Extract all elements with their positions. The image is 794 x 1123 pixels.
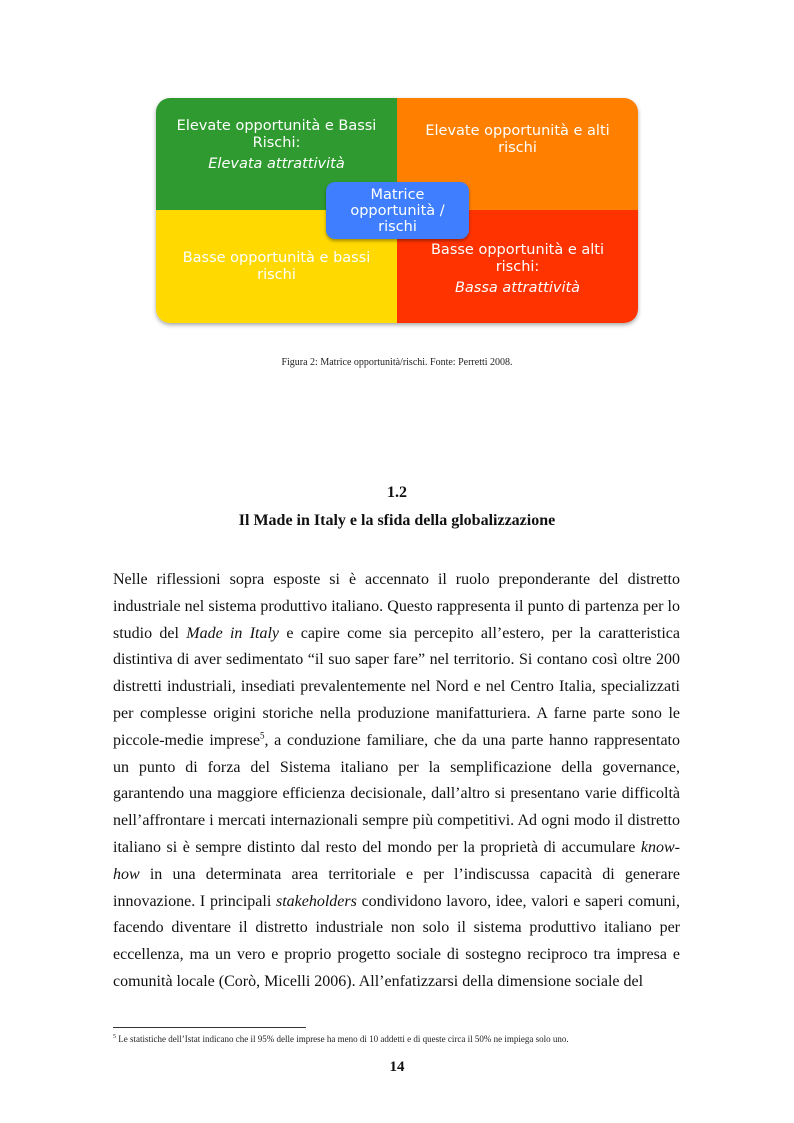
- footnote: [113, 1034, 569, 1044]
- body-paragraph: [113, 567, 680, 996]
- matrix-center-label: Matrice opportunità / rischi: [326, 182, 469, 239]
- quadrant-label: Basse opportunità e bassi rischi: [182, 249, 371, 283]
- quadrant-label: Basse opportunità e alti rischi:: [430, 242, 605, 275]
- text-run: e capire come sia percepito all’estero, per la caratteristica distintiva di aver sedimentato “il suo saper fare” nel territorio. Si contano così oltre 200 distretti industriali, insediati prevalentemente nel Nord e nel Centro Italia, specializzati per complesse origini storiche nella produzione manifatturiera. A farne parte sono le piccole-medie imprese: [113, 624, 680, 749]
- text-run: Nelle riflessioni sopra esposte si è accennato il ruolo preponderante del distretto industriale nel sistema produttivo italiano. Questo rappresenta il punto di partenza per lo studio del: [113, 571, 680, 642]
- quadrant-label: Elevate opportunità e alti rischi: [425, 123, 610, 156]
- italic-text: know-how: [113, 838, 680, 883]
- page-number: 14: [389, 1059, 405, 1075]
- footnote-divider: [113, 1027, 306, 1028]
- text-run: in una determinata area territoriale e per l’indiscussa capacità di generare innovazione. I principali: [113, 865, 680, 910]
- italic-text: Made in Italy: [186, 624, 280, 642]
- text-run: condividono lavoro, idee, valori e saperi comuni, facendo diventare il distretto industriale non solo il sistema produttivo italiano per eccellenza, ma un vero e proprio progetto sociale di sostegno reciproco tra impresa e comunità locale (Corò, Micelli 2006). All’enfatizzarsi della dimensione sociale del: [113, 892, 680, 990]
- quadrant-italic-label: Elevata attrattività: [208, 155, 345, 172]
- figure-caption: Figura 2: Matrice opportunità/rischi. Fonte: Perretti 2008.: [281, 357, 513, 368]
- section-title: Il Made in Italy e la sfida della globalizzazione: [238, 512, 556, 529]
- text-run: , a conduzione familiare, che da una parte hanno rappresentato un punto di forza del Sistema italiano per la semplificazione della governance, garantendo una maggiore efficienza decisionale, dall’altro si presentano varie difficoltà nell’affrontare i mercati internazionali sempre più competitivi. Ad ogni modo il distretto italiano si è sempre distinto dal resto del mondo per la proprietà di accumulare: [113, 731, 680, 856]
- quadrant-label: Elevate opportunità e Bassi Rischi:: [176, 117, 377, 151]
- italic-text: stakeholders: [275, 892, 357, 910]
- section-number: 1.2: [387, 484, 407, 501]
- footnote-number: 5: [113, 1034, 116, 1040]
- quadrant-italic-label: Bassa attrattività: [454, 280, 581, 296]
- footnote-reference[interactable]: 5: [259, 730, 265, 741]
- footnote-text: Le statistiche dell’Istat indicano che il 95% delle imprese ha meno di 10 addetti e di queste circa il 50% ne impiega solo uno.: [116, 1034, 569, 1044]
